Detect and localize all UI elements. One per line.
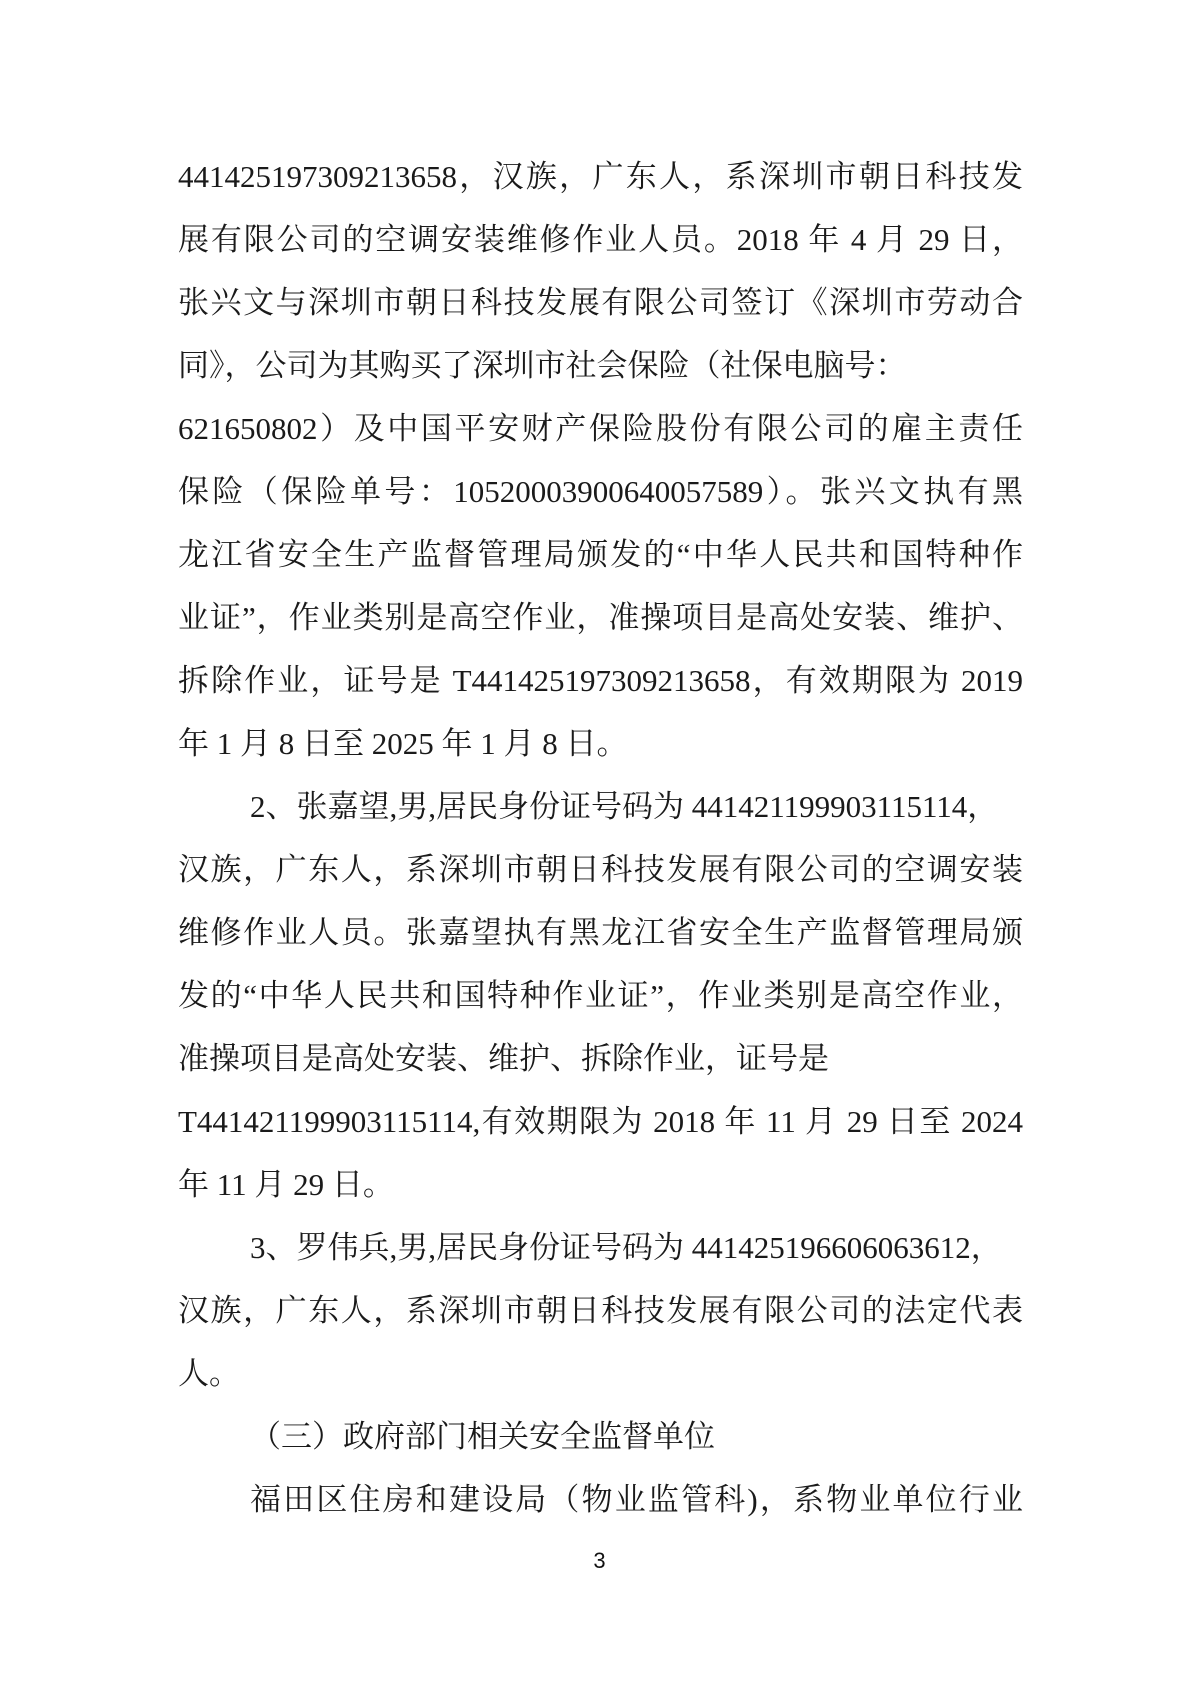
text-line: 业证”，作业类别是高空作业，准操项目是高处安装、维护、 [178,600,1023,635]
text-line: 621650802）及中国平安财产保险股份有限公司的雇主责任 [178,411,1023,446]
text-line: T441421199903115114,有效期限为 2018 年 11 月 29 日至 2024 [178,1104,1023,1139]
text-line: 汉族，广东人，系深圳市朝日科技发展有限公司的法定代表 [178,1293,1023,1328]
text-line: 保险（保险单号：10520003900640057589）。张兴文执有黑 [178,474,1023,509]
text-line: 年 11 月 29 日。 [178,1167,394,1202]
text-line: 发的“中华人民共和国特种作业证”，作业类别是高空作业， [178,978,1023,1013]
text-line: 维修作业人员。张嘉望执有黑龙江省安全生产监督管理局颁 [178,915,1023,950]
text-line: 福田区住房和建设局（物业监管科)，系物业单位行业 [250,1482,1023,1517]
text-line: 2、张嘉望,男,居民身份证号码为 441421199903115114， [250,789,999,824]
text-line: 年 1 月 8 日至 2025 年 1 月 8 日。 [178,726,628,761]
text-line: （三）政府部门相关安全监督单位 [250,1419,715,1454]
text-line: 展有限公司的空调安装维修作业人员。2018 年 4 月 29 日， [178,222,1023,257]
text-line: 龙江省安全生产监督管理局颁发的“中华人民共和国特种作 [178,537,1023,572]
text-line: 3、罗伟兵,男,居民身份证号码为 441425196606063612， [250,1230,1002,1265]
text-line: 人。 [178,1356,240,1391]
text-line: 441425197309213658，汉族，广东人，系深圳市朝日科技发 [178,159,1023,194]
page-number: 3 [593,1548,606,1573]
text-line: 张兴文与深圳市朝日科技发展有限公司签订《深圳市劳动合 [178,285,1023,320]
text-line: 汉族，广东人，系深圳市朝日科技发展有限公司的空调安装 [178,852,1023,887]
text-line: 拆除作业，证号是 T441425197309213658，有效期限为 2019 [178,663,1023,698]
document-body [178,145,1023,1531]
text-line: 同》，公司为其购买了深圳市社会保险（社保电脑号： [178,348,907,383]
text-line: 准操项目是高处安装、维护、拆除作业，证号是 [178,1041,829,1076]
